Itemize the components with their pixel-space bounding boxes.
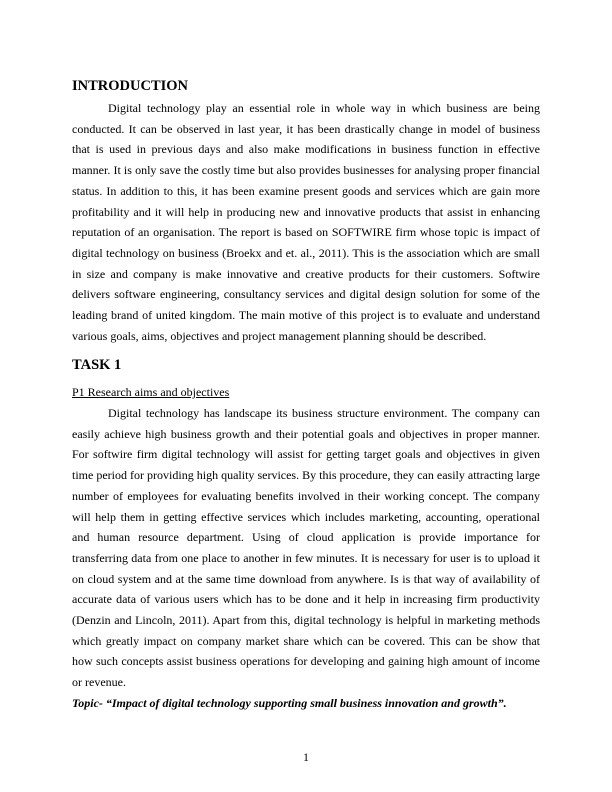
topic-statement: Topic- “Impact of digital technology supporting small business innovation and growth”.: [72, 696, 507, 710]
introduction-paragraph: Digital technology play an essential role in whole way in which business are being conducted. It can be observed in last year, it has been drastically change in model of business that is used in previous days and also make modifications in business function in effective manner. It is only save the costly time but also provides businesses for analysing proper financial status. In addition to this, it has been examine present goods and services which are gain more profitability and it will help in producing new and innovative products that assist in enhancing reputation of an organisation. The report is based on SOFTWIRE firm whose topic is impact of digital technology on business (Broekx and et. al., 2011). This is the association which are small in size and company is make innovative and creative products for their customers. Softwire delivers software engineering, consultancy services and digital design solution for some of the leading brand of united kingdom. The main motive of this project is to evaluate and understand various goals, aims, objectives and project management planning should be described.: [72, 101, 540, 343]
research-aims-subheading-text: P1 Research aims and objectives: [72, 385, 230, 399]
task1-heading: TASK 1: [72, 357, 122, 373]
page-number: 1: [303, 750, 309, 764]
task1-paragraph: Digital technology has landscape its business structure environment. The company can easily achieve high business growth and their potential goals and objectives in proper manner. For softwire firm digital technology will assist for getting target goals and objectives in given time period for providing high quality services. By this procedure, they can easily attracting large number of employees for evaluating benefits involved in their working concept. The company will help them in getting effective services which includes marketing, accounting, operational and human resource department. Using of cloud application is provide importance for transferring data from one place to another in few minutes. It is necessary for user is to upload it on cloud system and at the same time download from anywhere. Is is that way of availability of accurate data of various users which has to be done and it help in increasing firm productivity (Denzin and Lincoln, 2011). Apart from this, digital technology is helpful in marketing methods which greatly impact on company market share which can be covered. This can be show that how such concepts assist business operations for developing and gaining high amount of income or revenue.: [72, 406, 540, 690]
introduction-heading: INTRODUCTION: [72, 78, 189, 94]
research-aims-subheading: [72, 382, 540, 403]
